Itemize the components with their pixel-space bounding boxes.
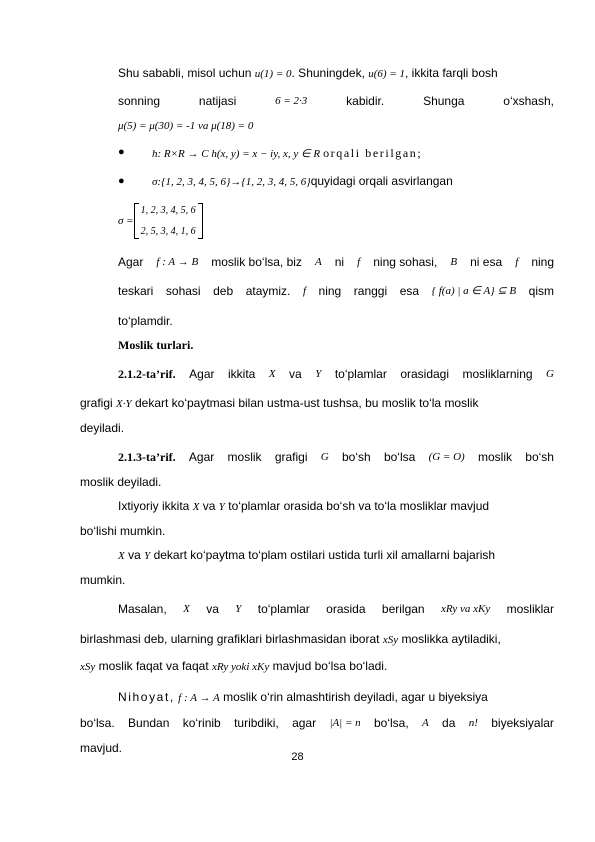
- text: quyidagi orqali asvirlangan: [310, 174, 453, 188]
- formula: f: [515, 256, 519, 268]
- text: bo‘sh: [342, 450, 371, 464]
- text: berilgan: [381, 602, 425, 616]
- matrix-rows: [139, 205, 198, 237]
- text: ataymiz.: [245, 284, 291, 298]
- text: mavjud.: [80, 741, 123, 755]
- text-line: [118, 66, 554, 82]
- text: dekart ko‘paytmasi bilan ustma-ust tushsa, bu moslik to‘la moslik: [134, 396, 479, 410]
- formula: σ =: [118, 215, 134, 227]
- text: moslik: [227, 450, 262, 464]
- text: esa: [399, 284, 420, 298]
- formula: u(1) = 0: [254, 68, 292, 80]
- text: moslik deyiladi.: [80, 475, 162, 489]
- formula: X: [268, 368, 276, 380]
- text-line: [118, 450, 554, 465]
- text: Shunga: [423, 94, 465, 108]
- bullet-icon: ●: [118, 146, 125, 158]
- bullet-icon: ●: [118, 175, 125, 187]
- text: natijasi: [198, 94, 237, 108]
- formula: X: [118, 550, 125, 562]
- text-line: [80, 524, 516, 539]
- text: Agar: [118, 255, 144, 269]
- permutation-matrix: [118, 204, 203, 238]
- text: deyiladi.: [80, 421, 125, 435]
- text: bo‘lsa.: [80, 716, 115, 730]
- text: moslik bo‘lsa, biz: [211, 255, 302, 269]
- text-line: [80, 716, 554, 731]
- formula: 6 = 2·3: [275, 95, 308, 107]
- text: va: [202, 499, 216, 513]
- text-line: [118, 367, 554, 382]
- formula: n!: [468, 717, 478, 729]
- text: turibdiki,: [234, 716, 279, 730]
- formula: { f(a) | a ∈ A} ⊆ B: [431, 285, 517, 297]
- text: va: [206, 602, 219, 616]
- text-line: [80, 421, 516, 436]
- formula: G: [320, 451, 329, 463]
- text-line: [80, 573, 516, 588]
- text-line: [118, 118, 554, 134]
- text: ko‘rinib: [182, 716, 221, 730]
- formula: xRy va xKy: [440, 603, 491, 615]
- text: da: [442, 716, 456, 730]
- text: to‘plamlar: [334, 367, 387, 381]
- list-item: [152, 174, 552, 190]
- text-line: [118, 94, 554, 109]
- right-bracket: [198, 203, 203, 239]
- text-line: [80, 475, 516, 490]
- text: bo‘sh: [525, 450, 554, 464]
- formula: Y: [144, 550, 151, 562]
- formula: f: [357, 256, 361, 268]
- text-line: [80, 659, 554, 675]
- text: sonning: [118, 94, 161, 108]
- definition-label: 2.1.3-ta’rif.: [118, 450, 176, 464]
- formula: h: R×R → C h(x, y) = x − iy, x, y ∈ R: [152, 148, 321, 160]
- text: to‘plamlar: [257, 602, 310, 616]
- text: mavjud bo‘lsa bo‘ladi.: [272, 659, 388, 673]
- text: agar: [292, 716, 317, 730]
- text: va: [289, 367, 302, 381]
- text: Ixtiyoriy ikkita: [118, 499, 190, 513]
- text: ning: [531, 255, 554, 269]
- text: , ikkita farqli bosh: [405, 66, 498, 80]
- text: grafigi: [274, 450, 308, 464]
- formula: X: [192, 501, 200, 513]
- definition-label: 2.1.2-ta’rif.: [118, 367, 176, 381]
- text: sohasi: [165, 284, 201, 298]
- text: moslikka aytiladiki,: [401, 632, 501, 646]
- text: teskari: [118, 284, 154, 298]
- formula: xSy: [382, 634, 399, 646]
- text: grafigi: [80, 396, 113, 410]
- text: Agar: [188, 450, 215, 464]
- text: moslik faqat va faqat: [98, 659, 209, 673]
- formula: X·Y: [116, 398, 132, 410]
- formula: xSy: [80, 661, 96, 673]
- text: bo‘lsa: [383, 450, 416, 464]
- text: orqali berilgan;: [323, 146, 423, 160]
- formula: Y: [315, 368, 322, 380]
- text: ranggi: [353, 284, 388, 298]
- text-line: [80, 632, 554, 648]
- text: moslik: [477, 450, 512, 464]
- text: deb: [213, 284, 234, 298]
- text-line: [118, 255, 554, 270]
- text: to‘plamlar orasida bo‘sh va to‘la mosliklar mavjud: [228, 499, 490, 513]
- page-number: 28: [291, 751, 304, 763]
- text: dekart ko‘paytma to‘plam ostilari ustida turli xil amallarni bajarish: [153, 548, 496, 562]
- formula: Y: [235, 603, 242, 615]
- formula: Y: [218, 501, 225, 513]
- formula: A: [421, 717, 429, 729]
- text: ning: [318, 284, 342, 298]
- formula: σ:{1, 2, 3, 4, 5, 6}→{1, 2, 3, 4, 5, 6}: [152, 176, 311, 188]
- text-line: [118, 548, 554, 564]
- text-line: [80, 396, 554, 412]
- text: ning sohasi,: [373, 255, 438, 269]
- formula: f : A → B: [156, 256, 199, 268]
- matrix-row: 1, 2, 3, 4, 5, 6: [140, 205, 196, 216]
- text-line: [118, 314, 554, 329]
- text: Agar: [189, 367, 215, 381]
- heading-text: Moslik turlari.: [118, 338, 194, 352]
- text: bo‘lishi mumkin.: [80, 524, 166, 538]
- formula: f: [302, 285, 306, 297]
- formula: A: [314, 256, 322, 268]
- text: qism: [528, 284, 554, 298]
- text: Masalan,: [118, 602, 167, 616]
- text: birlashmasi deb, ularning grafiklari birlashmasidan iborat: [80, 632, 380, 646]
- formula: |A| = n: [329, 717, 361, 729]
- text: bo‘lsa,: [373, 716, 409, 730]
- text: ni esa: [470, 255, 503, 269]
- text: to‘plamdir.: [118, 314, 173, 328]
- text: moslik o‘rin almashtirish deyiladi, agar u biyeksiya: [223, 690, 488, 704]
- section-heading: [118, 338, 554, 353]
- text: ikkita: [227, 367, 256, 381]
- text-line: [118, 602, 554, 617]
- text: mosliklar: [506, 602, 554, 616]
- formula: u(6) = 1: [368, 68, 405, 80]
- formula: f : A → A: [178, 692, 220, 704]
- text-line: [118, 690, 554, 706]
- text-line: [118, 284, 554, 299]
- formula: X: [183, 603, 190, 615]
- text: va: [128, 548, 141, 562]
- text: orasidagi: [400, 367, 450, 381]
- text: kabidir.: [346, 94, 385, 108]
- text: o‘xshash,: [503, 94, 554, 108]
- formula: B: [450, 256, 458, 268]
- text: orasida: [326, 602, 366, 616]
- matrix-row: 2, 5, 3, 4, 1, 6: [140, 226, 196, 237]
- formula: μ(5) = μ(30) = -1 va μ(18) = 0: [118, 120, 254, 132]
- text: Shu sababli, misol uchun: [118, 66, 252, 80]
- text: mumkin.: [80, 573, 126, 587]
- formula: (G = O): [428, 451, 465, 463]
- text: ni: [334, 255, 345, 269]
- text: Nihoyat,: [118, 690, 175, 704]
- text: biyeksiyalar: [491, 716, 554, 730]
- formula: xRy yoki xKy: [212, 661, 270, 673]
- text: Bundan: [128, 716, 170, 730]
- text-line: [118, 499, 554, 515]
- text: . Shuningdek,: [291, 66, 365, 80]
- list-item: [152, 146, 552, 162]
- text: mosliklarning: [462, 367, 533, 381]
- formula: G: [546, 368, 554, 380]
